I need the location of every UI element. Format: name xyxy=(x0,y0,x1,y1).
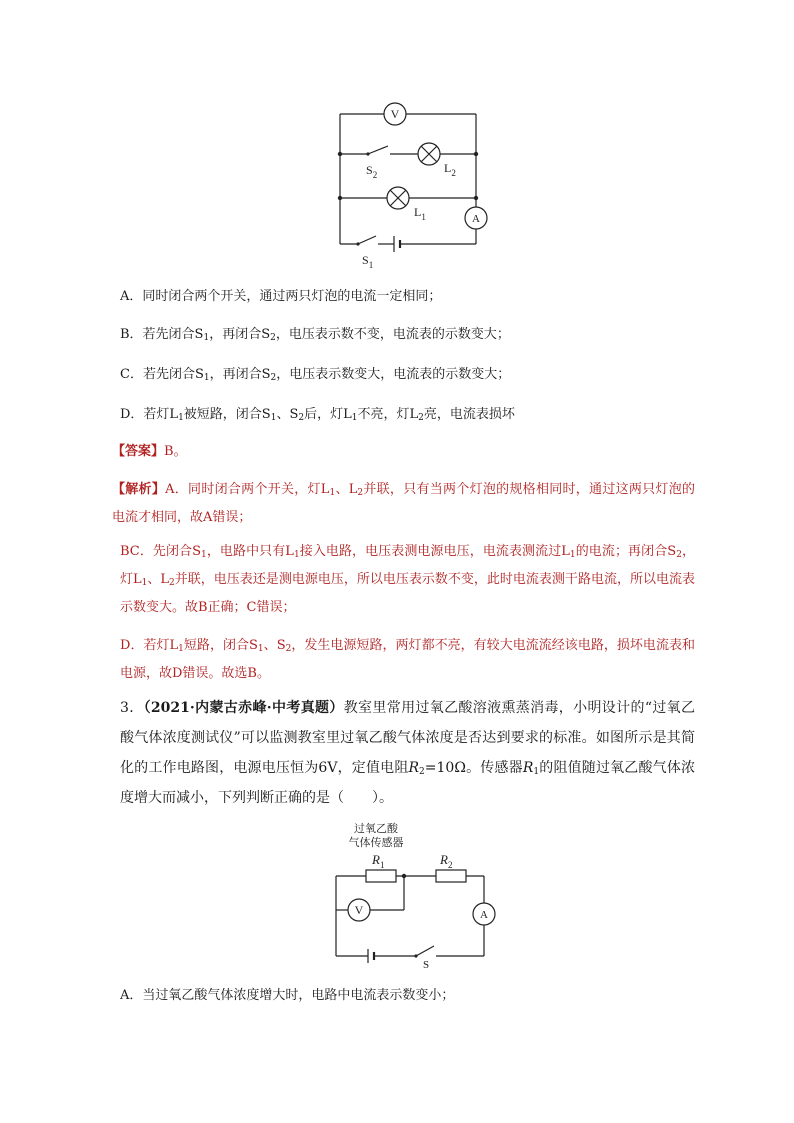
answer-label: 【答案】 xyxy=(112,444,165,459)
switch-label: S xyxy=(422,959,430,970)
q3-stem: 3．（2021·内蒙古赤峰·中考真题）教室里常用过氧乙酸溶液熏蒸消毒，小明设计的“过氧乙酸气体浓度测试仪”可以监测教室里过氧乙酸气体浓度是否达到要求的标准。如图所示是其简化的工作电路图，电源电压恒为6V，定值电阻$R_2=10\Omega$。传感器$R_1$的阻值随过氧乙酸气体浓度增大而减小，下列判断正确的是（ ）。 xyxy=(120,700,696,806)
q2-analysis-d: D．若灯$L_1$短路，闭合$S_1$、$S_2$，发生电源短路，两灯都不亮，有较大电流流经该电路，损坏电流表和电源，故D错误。故选B。 xyxy=(120,638,695,681)
resistor-r1-icon xyxy=(366,870,396,882)
voltmeter-label: V xyxy=(354,903,364,917)
circuit-diagram-1 xyxy=(330,92,490,274)
lamp-l2-label: $L_2$ xyxy=(444,161,456,178)
q2-option-c: C．若先闭合$S_1$，再闭合$S_2$，电压表示数变大，电流表的示数变大； xyxy=(120,367,511,383)
r1-label: $R_1$ xyxy=(372,852,385,870)
q2-option-d: D．若灯$L_1$被短路，闭合$S_1$、$S_2$后，灯$L_1$不亮，灯$L_2$亮，电流表损坏 xyxy=(120,407,515,423)
q2-option-b: B．若先闭合$S_1$，再闭合$S_2$，电压表示数不变，电流表的示数变大； xyxy=(120,327,510,343)
switch-s2-label: $S_2$ xyxy=(366,163,378,180)
q3-option-a: A．当过氧乙酸气体浓度增大时，电路中电流表示数变小； xyxy=(120,988,455,1003)
ammeter-label: A xyxy=(472,213,480,225)
circuit-diagram-2 xyxy=(326,818,496,970)
ammeter-label: A xyxy=(480,909,488,921)
q3-source: （2021·内蒙古赤峰·中考真题） xyxy=(143,700,344,716)
sensor-label-line1: 过氧乙酸 xyxy=(354,823,398,835)
analysis-label: 【解析】 xyxy=(112,482,166,497)
q2-analysis-a: 【解析】A．同时闭合两个开关，灯$L_1$、$L_2$并联，只有当两个灯泡的规格相同时，通过这两只灯泡的电流才相同，故A错误； xyxy=(112,482,695,525)
q2-answer: 【答案】B。 xyxy=(112,444,187,459)
q2-analysis-bc: BC．先闭合$S_1$，电路中只有$L_1$接入电路，电压表测电源电压，电流表测流过$L_1$的电流；再闭合$S_2$，灯$L_1$、$L_2$并联，电压表还是测电源电压，所以电压表示数不变，此时电流表测干路电流，所以电流表示数变大。故B正确；C错误； xyxy=(120,544,695,615)
r2-label: $R_2$ xyxy=(440,852,453,870)
sensor-label-line2: 气体传感器 xyxy=(348,837,404,849)
switch-s1-label: $S_1$ xyxy=(362,253,374,270)
resistor-r2-icon xyxy=(436,870,466,882)
lamp-l1-label: $L_1$ xyxy=(414,205,426,222)
q2-option-a: A．同时闭合两个开关，通过两只灯泡的电流一定相同； xyxy=(120,289,442,304)
voltmeter-label: V xyxy=(390,107,400,121)
